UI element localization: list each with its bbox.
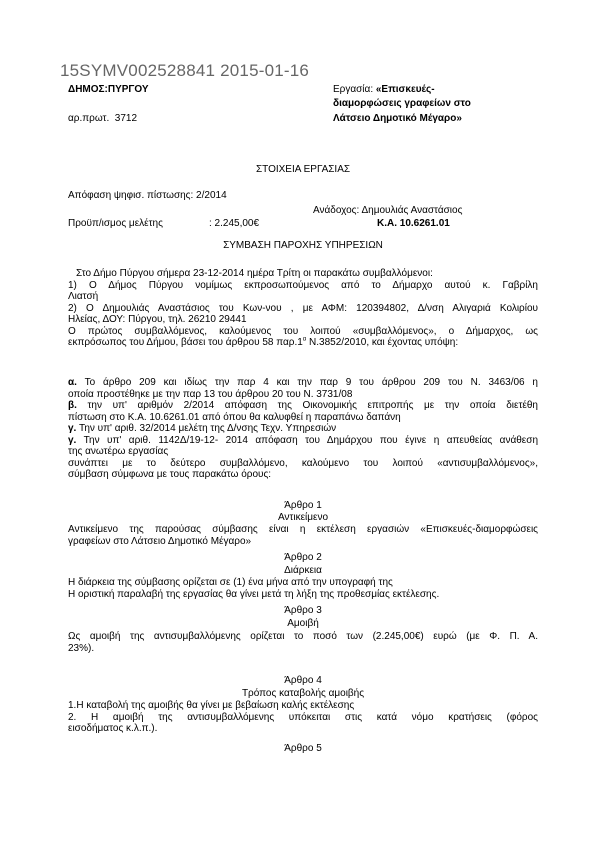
article-4-body [68, 700, 538, 735]
consideration-c-label: γ. [68, 423, 77, 434]
contract-title: ΣΥΜΒΑΣΗ ΠΑΡΟΧΗΣ ΥΠΗΡΕΣΙΩΝ [223, 240, 383, 251]
decision-text: Απόφαση ψηφισ. πίστωσης: 2/2014 [68, 190, 227, 201]
considerations-block [68, 377, 538, 481]
party-1-line: 1) Ο Δήμος Πύργου νομίμως εκπροσωπούμενος από το Δήμαρχο αυτού κ. Γαβρίλη [68, 279, 538, 291]
work-title: ΣΤΟΙΧΕΙΑ ΕΡΓΑΣΙΑΣ [255, 164, 351, 175]
article-2-title: Διάρκεια [284, 565, 322, 576]
consideration-a-cont: οποία προστέθηκε με την παρ 13 του άρθρου 20 του Ν. 3731/08 [68, 388, 353, 400]
project-line-1 [333, 84, 435, 95]
article-4-number: Άρθρο 4 [284, 675, 322, 686]
intro-block [68, 268, 538, 349]
protocol-number [68, 113, 137, 124]
article-2-text: Η διάρκεια της σύμβασης ορίζεται σε (1) ένα μήνα από την υπογραφή της [68, 577, 393, 588]
project-line-3: Λάτσειο Δημοτικό Μέγαρο» [333, 113, 462, 124]
budget-label: Προϋπ/ισμος μελέτης [68, 218, 163, 229]
article-1-text-cont: γραφείων στο Λάτσειο Δημοτικό Μέγαρο» [68, 535, 252, 547]
article-2-text-cont: Η οριστική παραλαβή της εργασίας θα γίνει μετά τη λήξη της προθεσμίας εκτέλεσης. [68, 588, 440, 600]
ka-code: Κ.Α. 10.6261.01 [377, 218, 450, 229]
article-3-number: Άρθρο 3 [284, 605, 322, 616]
first-party-line: Ο πρώτος συμβαλλόμενος, καλούμενος του λοιπού «συμβαλλόμενος», ο Δήμαρχος, ως [68, 325, 538, 337]
article-5-number: Άρθρο 5 [284, 743, 322, 754]
consideration-a [68, 377, 538, 389]
party-1-name: Λιατσή [68, 291, 99, 302]
article-2-number: Άρθρο 2 [284, 552, 322, 563]
first-party-basis-text: εκπρόσωπος του Δήμου, βάσει του άρθρου 58 παρ.1 [68, 337, 303, 348]
contractor-text: Ανάδοχος: Δημουλιάς Αναστάσιος [313, 205, 463, 216]
article-3-text: Ως αμοιβή της αντισυμβαλλόμενης ορίζεται το ποσό των (2.245,00€) ευρώ (με Φ. Π. Α. [68, 631, 538, 642]
protocol-label: αρ.πρωτ. [68, 113, 110, 124]
article-4-text-1: 1.Η καταβολή της αμοιβής θα γίνει με βεβαίωση καλής εκτέλεσης [68, 700, 355, 711]
protocol-value: 3712 [114, 113, 138, 124]
article-4-text-2: 2. Η αμοιβή της αντισυμβαλλόμενης υπόκειται στις κατά νόμο κρατήσεις (φόρος [68, 711, 538, 723]
consideration-b [68, 400, 538, 412]
article-3-title: Αμοιβή [287, 618, 319, 629]
project-label: Εργασία: [333, 84, 374, 95]
consideration-b-text: την υπ' αριθμόν 2/2014 απόφαση της Οικονομικής επιτροπής με την οποία διετέθη [76, 400, 538, 411]
consideration-d [68, 435, 538, 447]
project-line-2: διαμορφώσεις γραφείων στο [333, 98, 471, 109]
article-1-body [68, 524, 538, 547]
consideration-a-text: Το άρθρο 209 και ιδίως την παρ 4 και την παρ 9 του άρθρου 209 του Ν. 3463/06 η [76, 377, 538, 388]
article-4-text-2-cont: εισοδήματος κ.λ.π.). [68, 723, 158, 734]
first-party-sup: α [302, 336, 307, 343]
consideration-a-label: α. [68, 377, 77, 388]
agreement-line: συνάπτει με το δεύτερο συμβαλλόμενο, καλούμενο του λοιπού «αντισυμβαλλόμενος», [68, 457, 538, 469]
article-4-title: Τρόπος καταβολής αμοιβής [241, 688, 365, 699]
document-stamp: 15SYMV002528841 2015-01-16 [60, 61, 310, 80]
party-2-line: 2) Ο Δημουλιάς Αναστάσιος του Κων-νου , με ΑΦΜ: 120394802, Δ/νση Αλιγαριά Κολιρίου [68, 302, 538, 314]
consideration-d-cont: της ανωτέρω εργασίας [68, 446, 169, 457]
article-1-number: Άρθρο 1 [284, 500, 322, 511]
intro-line: Στο Δήμο Πύργου σήμερα 23-12-2014 ημέρα Τρίτη οι παρακάτω συμβαλλόμενοι: [76, 268, 433, 279]
agreement-line-cont: σύμβαση σύμφωνα με τους παρακάτω όρους: [68, 469, 272, 480]
consideration-b-label: β. [68, 400, 77, 411]
first-party-basis-end: Ν.3852/2010, και έχοντας υπόψη: [306, 337, 459, 348]
project-name-start: «Επισκευές- [375, 84, 435, 95]
budget-value: : 2.245,00€ [209, 218, 260, 229]
article-2-body [68, 577, 538, 600]
article-1-text: Αντικείμενο της παρούσας σύμβασης είναι η εκτέλεση εργασιών «Επισκευές-διαμορφώσεις [68, 524, 538, 535]
article-1-title: Αντικείμενο [277, 512, 329, 523]
article-3-body [68, 631, 538, 654]
first-party-basis [68, 337, 538, 349]
party-2-address: Ηλείας, ΔΟΥ: Πύργου, τηλ. 26210 29441 [68, 314, 247, 325]
consideration-d-text: Την υπ' αριθ. 1142Δ/19-12- 2014 απόφαση του Δημάρχου που έγινε η απευθείας ανάθεση [76, 434, 538, 446]
consideration-c [68, 423, 538, 435]
consideration-d-label: γ. [68, 434, 77, 446]
consideration-b-cont: πίστωση στο Κ.Α. 10.6261.01 από όπου θα καλυφθεί η παραπάνω δαπάνη [68, 411, 401, 423]
municipality-name: ΔΗΜΟΣ:ΠΥΡΓΟΥ [68, 84, 149, 95]
article-3-text-cont: 23%). [68, 642, 95, 654]
consideration-c-text: Την υπ' αριθ. 32/2014 μελέτη της Δ/νσης Τεχν. Υπηρεσιών [76, 423, 337, 434]
